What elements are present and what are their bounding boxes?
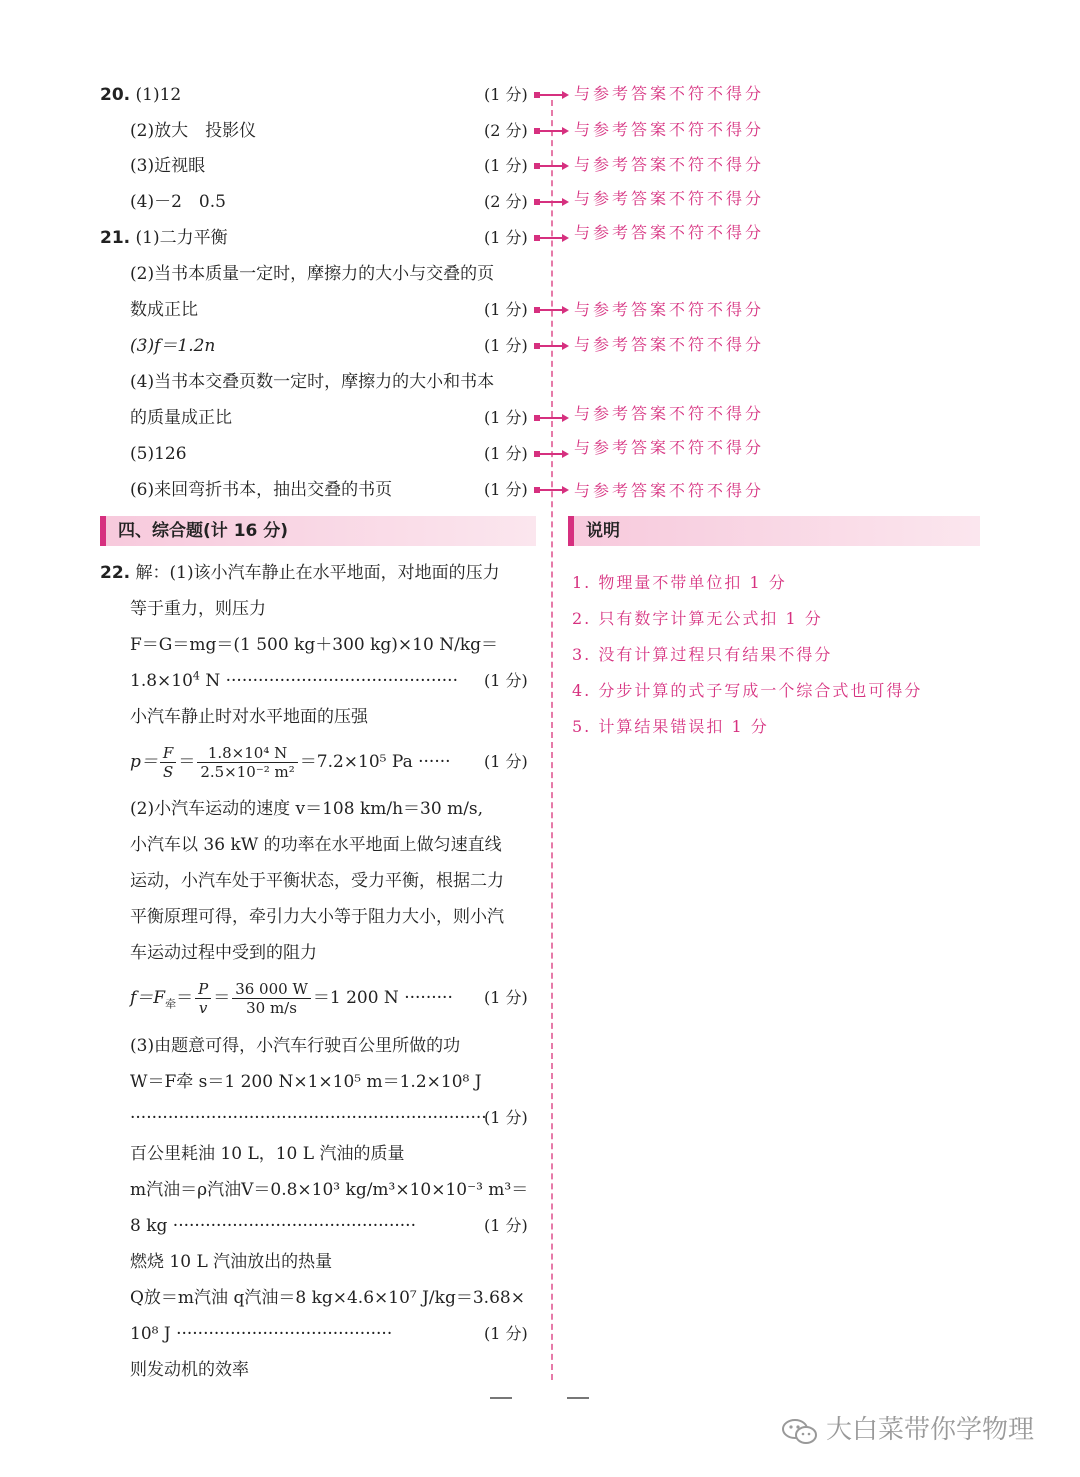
- answer-line: (2)当书本质量一定时，摩擦力的大小与交叠的页: [130, 264, 495, 284]
- q22-formula: $1.8\times 10^4$ N ···········································: [130, 669, 458, 691]
- arrow-icon: [534, 128, 568, 134]
- score-label: (1 分): [484, 228, 528, 247]
- score-label: (1 分): [484, 444, 528, 463]
- answer-line: (4)当书本交叠页数一定时，摩擦力的大小和书本: [130, 372, 495, 392]
- q22-line: 百公里耗油 10 L，10 L 汽油的质量: [130, 1144, 405, 1164]
- arrow-icon: [534, 451, 568, 457]
- grading-note: 与参考答案不符不得分: [574, 84, 765, 103]
- q22-formula: 8 kg ·············································: [130, 1216, 416, 1236]
- q22-formula: W＝F牵 s＝1 200 N×1×10⁵ m＝1.2×10⁸ J: [130, 1072, 482, 1092]
- explanation-title: 说明: [586, 521, 620, 541]
- explanation-item: 2. 只有数字计算无公式扣 1 分: [572, 609, 823, 628]
- grading-note: 与参考答案不符不得分: [574, 155, 765, 174]
- answer-line: (4)－2 0.5: [130, 192, 226, 212]
- arrow-icon: [534, 235, 568, 241]
- watermark-text: 大白菜带你学物理: [826, 1415, 1035, 1445]
- grading-note: 与参考答案不符不得分: [574, 438, 765, 457]
- watermark: [780, 1413, 1034, 1447]
- score-label: (1 分): [484, 408, 528, 427]
- fraction: $\frac{P}{v}$: [195, 980, 211, 1017]
- q22-dots: ··································································: [130, 1108, 487, 1128]
- answer-line: (3)f＝1.2n: [130, 336, 216, 356]
- column-divider: [551, 100, 553, 1380]
- explanation-item: 5. 计算结果错误扣 1 分: [572, 717, 769, 736]
- score-label: (2 分): [484, 192, 528, 211]
- answer-line: (2)放大 投影仪: [130, 121, 257, 141]
- arrow-icon: [534, 415, 568, 421]
- score-label: (2 分): [484, 121, 528, 140]
- arrow-icon: [534, 163, 568, 169]
- q22-formula: F＝G＝mg＝(1 500 kg＋300 kg)×10 N/kg＝: [130, 635, 498, 655]
- page-footer-dash: [490, 1397, 512, 1399]
- answer-line: 数成正比: [130, 300, 198, 320]
- score-label: (1 分): [484, 1324, 528, 1343]
- grading-note: 与参考答案不符不得分: [574, 120, 765, 139]
- fraction: $\frac{\text{1.8×10⁴ N}}{\text{2.5×10⁻² m²}}$: [197, 744, 297, 781]
- score-label: (1 分): [484, 85, 528, 104]
- score-label: (1 分): [484, 988, 528, 1007]
- score-label: (1 分): [484, 1108, 528, 1127]
- answer-text: (1)12: [135, 85, 182, 105]
- section-title: 四、综合题(计 16 分): [118, 521, 289, 541]
- score-label: (1 分): [484, 1216, 528, 1235]
- q22-formula: $f=F_牵=$ $\frac{P}{v}$ ＝ $\frac{36 000 W}{30 m/s}$ ＝1 200 N ·········: [130, 980, 453, 1017]
- q22-formula: Q放＝m汽油 q汽油＝8 kg×4.6×10⁷ J/kg＝3.68×: [130, 1288, 525, 1308]
- q22-text: 解：(1)该小汽车静止在水平地面，对地面的压力: [135, 563, 500, 583]
- grading-note: 与参考答案不符不得分: [574, 404, 765, 423]
- q22-line: 车运动过程中受到的阻力: [130, 943, 317, 963]
- q22-line: 小汽车以 36 kW 的功率在水平地面上做匀速直线: [130, 835, 502, 855]
- q22-line: 平衡原理可得，牵引力大小等于阻力大小，则小汽: [130, 907, 504, 927]
- q22-line: 等于重力，则压力: [130, 599, 266, 619]
- grading-note: 与参考答案不符不得分: [574, 189, 765, 208]
- arrow-icon: [534, 343, 568, 349]
- arrow-icon: [534, 307, 568, 313]
- q22-line: 燃烧 10 L 汽油放出的热量: [130, 1252, 333, 1272]
- answer-line: [100, 84, 181, 106]
- q22-formula: p＝ $\frac{F}{S}$ ＝ $\frac{\text{1.8×10⁴ N}}{\text{2.5×10⁻² m²}}$ ＝7.2×10⁵ Pa ······: [130, 744, 451, 781]
- arrow-icon: [534, 199, 568, 205]
- grading-note: 与参考答案不符不得分: [574, 335, 765, 354]
- question-number: 20.: [100, 85, 131, 105]
- q22-formula: m汽油＝ρ汽油V＝0.8×10³ kg/m³×10×10⁻³ m³＝: [130, 1180, 529, 1200]
- fraction: $\frac{36 000 W}{30 m/s}$: [232, 980, 311, 1017]
- answer-text: (1)二力平衡: [135, 228, 228, 248]
- wechat-icon: [780, 1416, 820, 1446]
- answer-line: (3)近视眼: [130, 156, 206, 176]
- arrow-icon: [534, 487, 568, 493]
- score-label: (1 分): [484, 480, 528, 499]
- q22-formula: 10⁸ J ········································: [130, 1324, 393, 1344]
- q22-line: (3)由题意可得，小汽车行驶百公里所做的功: [130, 1036, 461, 1056]
- q22-line: 则发动机的效率: [130, 1360, 249, 1380]
- q22-line: (2)小汽车运动的速度 v＝108 km/h＝30 m/s,: [130, 799, 484, 819]
- explanation-item: 1. 物理量不带单位扣 1 分: [572, 573, 787, 592]
- answer-line: (6)来回弯折书本，抽出交叠的书页: [130, 480, 393, 500]
- page-footer-dash: [567, 1397, 589, 1399]
- score-label: (1 分): [484, 752, 528, 771]
- grading-note: 与参考答案不符不得分: [574, 481, 765, 500]
- grading-note: 与参考答案不符不得分: [574, 223, 765, 242]
- score-label: (1 分): [484, 671, 528, 690]
- answer-line: (5)126: [130, 444, 187, 464]
- answer-line: [100, 227, 228, 249]
- section-header: [100, 516, 536, 546]
- arrow-icon: [534, 92, 568, 98]
- fraction: $\frac{F}{S}$: [160, 744, 176, 781]
- grading-note: 与参考答案不符不得分: [574, 300, 765, 319]
- explanation-item: 4. 分步计算的式子写成一个综合式也可得分: [572, 681, 923, 700]
- question-number: 21.: [100, 228, 131, 248]
- explanation-item: 3. 没有计算过程只有结果不得分: [572, 645, 833, 664]
- score-label: (1 分): [484, 336, 528, 355]
- q22-line: [100, 562, 500, 584]
- q22-line: 运动，小汽车处于平衡状态，受力平衡，根据二力: [130, 871, 504, 891]
- q22-line: 小汽车静止时对水平地面的压强: [130, 707, 368, 727]
- answer-line: 的质量成正比: [130, 408, 232, 428]
- score-label: (1 分): [484, 156, 528, 175]
- explanation-header: [568, 516, 980, 546]
- question-number: 22.: [100, 563, 131, 583]
- score-label: (1 分): [484, 300, 528, 319]
